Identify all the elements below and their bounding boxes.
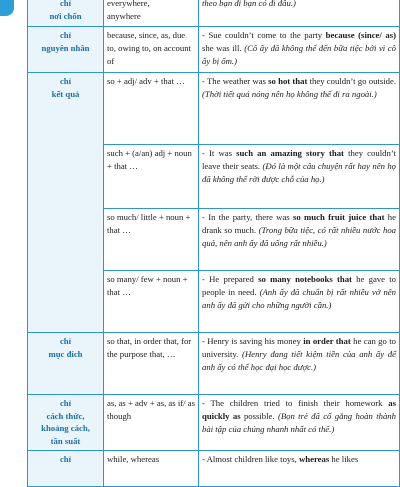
structure-cell: [104, 333, 199, 395]
example-cell: [199, 333, 400, 395]
table-row: [28, 333, 400, 395]
corner-tab-decoration: [0, 0, 14, 16]
structure-cell: [104, 0, 199, 27]
category-purpose: chỉ mục đích: [48, 336, 83, 359]
structure-text: so that, in order that, for the purpose that, …: [107, 336, 192, 359]
category-cell: [28, 27, 104, 73]
category-cell: [28, 395, 104, 451]
structure-text: because, since, as, due to, owing to, on account of: [107, 30, 191, 66]
example-text: - The children tried to finish their homework as quickly as possible. (Bọn trẻ đã cố gắng hoàn thành bài tập của chúng nhanh nhất có thể.): [202, 398, 396, 434]
example-text: - Almost children like toys, whereas he likes: [202, 454, 359, 464]
category-cell: [28, 451, 104, 487]
structure-text: while, whereas: [107, 454, 160, 464]
table-row: [28, 0, 400, 27]
grammar-table: [27, 0, 400, 487]
table-row: [28, 73, 400, 145]
example-text: - Sue couldn’t come to the party because (since/ as) she was ill. (Cô ấy đã không thể đến bữa tiệc bởi vì cô ấy bị ốm.): [202, 30, 396, 66]
structure-text: so much/ little + noun + that …: [107, 212, 191, 235]
category-result: chỉ kết quả: [51, 76, 80, 99]
example-text: - Henry is saving his money in order that he can go to university. (Henry đang tiết kiệm tiền của anh ấy để anh ấy có thể học đại học được.): [202, 336, 397, 372]
example-text: - The weather was so hot that they couldn’t go outside. (Thời tiết quá nóng nên họ không thể đi ra ngoài.): [202, 76, 396, 99]
example-cell: [199, 73, 400, 145]
structure-cell: [104, 395, 199, 451]
example-text: - He prepared so many notebooks that he gave to people in need. (Anh ấy đã chuẩn bị rất nhiều vở nên anh ấy đã gửi cho những người cần.): [202, 274, 396, 310]
category-manner: chỉ cách thức, khoảng cách, tần suất: [41, 398, 90, 446]
category-cell: [28, 333, 104, 395]
example-cell: [199, 271, 400, 333]
category-cell: [28, 0, 104, 27]
table-row: [28, 27, 400, 73]
structure-cell: [104, 73, 199, 145]
example-cell: [199, 395, 400, 451]
structure-cell: [104, 271, 199, 333]
table-row: [28, 451, 400, 487]
example-text: - In the party, there was so much fruit juice that he drank so much. (Trong bữa tiệc, có rất nhiều nước hoa quả, nên anh ấy đã uống rất nhiều.): [202, 212, 397, 248]
category-reason: chỉ nguyên nhân: [41, 30, 90, 53]
structure-cell: [104, 209, 199, 271]
structure-text: so + adj/ adv + that …: [107, 76, 185, 86]
structure-text: everywhere, anywhere: [107, 0, 150, 21]
table-row: [28, 395, 400, 451]
example-cell: [199, 27, 400, 73]
example-cell: [199, 145, 400, 209]
structure-text: such + (a/an) adj + noun + that …: [107, 148, 192, 171]
structure-text: as, as + adv + as, as if/ as though: [107, 398, 195, 421]
example-text: - It was such an amazing story that they couldn’t leave their seats. (Đó là một câu chuyện rất hay nên họ đã không thể rời được chỗ của họ.): [202, 148, 397, 184]
example-cell: [199, 0, 400, 27]
example-text: theo bạn đi bạn có đi đâu.): [202, 0, 296, 8]
example-cell: [199, 451, 400, 487]
category-cell: [28, 73, 104, 333]
category-contrast: chỉ: [59, 454, 72, 464]
example-cell: [199, 209, 400, 271]
structure-cell: [104, 451, 199, 487]
structure-cell: [104, 145, 199, 209]
category-place: chỉ nơi chốn: [49, 0, 82, 21]
structure-text: so many/ few + noun + that …: [107, 274, 188, 297]
structure-cell: [104, 27, 199, 73]
